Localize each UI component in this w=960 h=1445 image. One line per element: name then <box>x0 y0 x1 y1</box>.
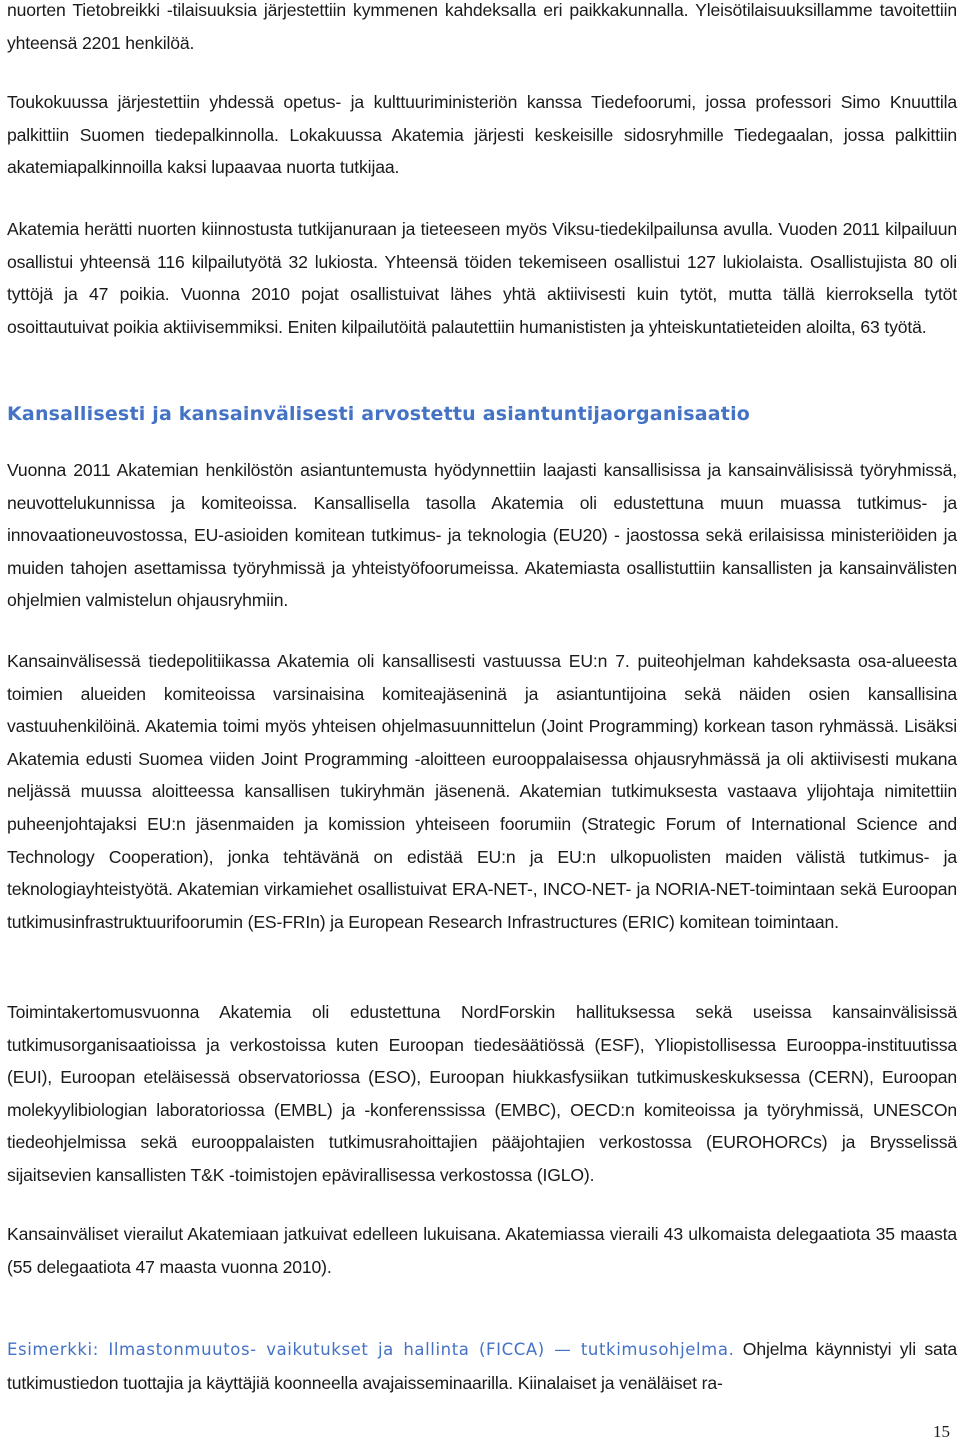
section-heading: Kansallisesti ja kansainvälisesti arvostettu asiantuntijaorganisaatio <box>7 403 751 425</box>
body-paragraph: Toukokuussa järjestettiin yhdessä opetus- ja kulttuuriministeriön kanssa Tiedefoorumi, jossa professori Simo Knuuttila palkittiin Suomen tiedepalkinnolla. Lokakuussa Akatemia järjesti keskeisille sidosryhmille Tiedegaalan, jossa palkittiin akatemiapalkinnoilla kaksi lupaavaa nuorta tutkijaa. <box>7 92 957 178</box>
page-number: 15 <box>933 1422 950 1441</box>
body-paragraph: Kansainvälisessä tiedepolitiikassa Akatemia oli kansallisesti vastuussa EU:n 7. puiteohjelman kahdeksasta osa-alueesta toimien alueiden komiteoissa varsinaisina komiteajäseninä ja asiantuntijoina sekä näiden osien kansallisina vastuuhenkilöinä. Akatemia toimi myös yhteisen ohjelmasuunnittelun (Joint Programming) korkean tason ryhmässä. Lisäksi Akatemia edusti Suomea viiden Joint Programming -aloitteen eurooppalaisessa ohjausryhmässä ja oli aktiivisesti mukana neljässä muussa aloitteessa kansallisen tukiryhmän jäsenenä. Akatemian tutkimuksesta vastaava ylijohtaja nimitettiin puheenjohtajaksi EU:n jäsenmaiden ja komission yhteiseen foorumiin (Strategic Forum of International Science and Technology Cooperation), jonka tehtävänä on edistää EU:n ja EU:n ulkopuolisten maiden välistä tutkimus- ja teknologiayhteistyötä. Akatemian virkamiehet osallistuivat ERA-NET-, INCO-NET- ja NORIA-NET-toimintaan sekä Euroopan tutkimusinfrastruktuurifoorumin (ES-FRIn) ja European Research Infrastructures (ERIC) komitean toimintaan. <box>7 651 957 932</box>
body-paragraph: nuorten Tietobreikki -tilaisuuksia järjestettiin kymmenen kahdeksalla eri paikkakunnalla. Yleisötilaisuuksillamme tavoitettiin yhteensä 2201 henkilöä. <box>7 0 957 53</box>
body-paragraph: Akatemia herätti nuorten kiinnostusta tutkijanuraan ja tieteeseen myös Viksu-tiedekilpailunsa avulla. Vuoden 2011 kilpailuun osallistui yhteensä 116 kilpailutyötä 32 lukiosta. Yhteensä töiden tekemiseen osallistui 127 lukiolaista. Osallistujista 80 oli tyttöjä ja 47 poikia. Vuonna 2010 pojat osallistuivat lähes yhtä aktiivisesti kuin tytöt, mutta tällä kierroksella tytöt osoittautuivat poikia aktiivisemmiksi. Eniten kilpailutöitä palautettiin humanististen ja yhteiskuntatieteiden aloilta, 63 työtä. <box>7 219 957 337</box>
body-paragraph: Vuonna 2011 Akatemian henkilöstön asiantuntemusta hyödynnettiin laajasti kansallisissa ja kansainvälisissä työryhmissä, neuvottelukunnissa ja komiteoissa. Kansallisella tasolla Akatemia oli edustettuna muun muassa tutkimus- ja innovaationeuvostossa, EU-asioiden komitean tutkimus- ja teknologia (EU20) - jaostossa sekä erilaisissa ministeriöiden ja muiden tahojen asettamissa työryhmissä ja yhteistyöfoorumeissa. Akatemiasta osallistuttiin kansallisten ja kansainvälisten ohjelmien valmistelun ohjausryhmiin. <box>7 460 957 611</box>
example-paragraph <box>7 1333 957 1399</box>
body-paragraph: Kansainväliset vierailut Akatemiaan jatkuivat edelleen lukuisana. Akatemiassa vieraili 43 ulkomaista delegaatiota 35 maasta (55 delegaatiota 47 maasta vuonna 2010). <box>7 1224 957 1277</box>
example-text: Ohjelma käynnistyi yli sata tutkimustiedon tuottajia ja käyttäjiä koonneella avajaisseminaarilla. Kiinalaiset ja venäläiset ra- <box>7 1339 957 1393</box>
body-paragraph: Toimintakertomusvuonna Akatemia oli edustettuna NordForskin hallituksessa sekä useissa kansainvälisissä tutkimusorganisaatioissa ja verkostoissa kuten Euroopan tiedesäätiössä (ESF), Yliopistollisessa Eurooppa-instituutissa (EUI), Euroopan eteläisessä observatoriossa (ESO), Euroopan hiukkasfysiikan tutkimuskeskuksessa (CERN), Euroopan molekyylibiologian laboratoriossa (EMBL) ja -konferenssissa (EMBC), OECD:n komiteoissa ja työryhmissä, UNESCOn tiedeohjelmissa sekä eurooppalaisten tutkimusrahoittajien pääjohtajien verkostossa (EUROHORCs) ja Brysselissä sijaitsevien kansallisten T&K -toimistojen epävirallisessa verkostossa (IGLO). <box>7 1002 957 1185</box>
example-label: Esimerkki: Ilmastonmuutos- vaikutukset ja hallinta (FICCA) — tutkimusohjelma. <box>7 1340 735 1359</box>
